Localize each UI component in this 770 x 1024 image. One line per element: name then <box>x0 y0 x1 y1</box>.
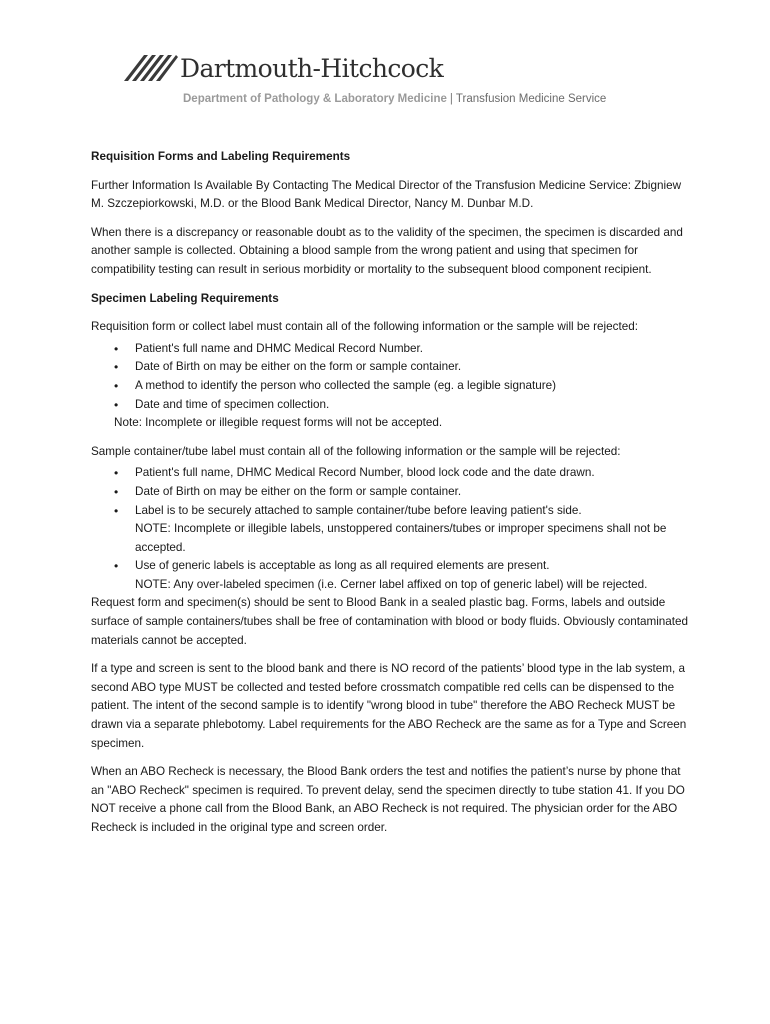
list-item-note: NOTE: Incomplete or illegible labels, unstoppered containers/tubes or improper specimens shall not be accepted. <box>135 522 667 554</box>
separator: | <box>449 93 453 105</box>
list-item: • Date of Birth on may be either on the form or sample container. <box>114 358 691 377</box>
department-line <box>183 93 606 105</box>
page-header <box>0 0 770 120</box>
recheck-paragraph: When an ABO Recheck is necessary, the Blood Bank orders the test and notifies the patient’s nurse by phone that an "ABO Recheck" specimen is required. To prevent delay, send the specimen directly to tube station 41. If you DO NOT receive a phone call from the Blood Bank, an ABO Recheck is not required. The physician order for the ABO Recheck is included in the original type and screen order. <box>91 765 685 834</box>
list-item <box>114 502 691 558</box>
requisition-note: Note: Incomplete or illegible request forms will not be accepted. <box>114 416 443 430</box>
list-item: • Date and time of specimen collection. <box>114 396 691 415</box>
transport-paragraph: Request form and specimen(s) should be sent to Blood Bank in a sealed plastic bag. Forms, labels and outside surface of sample containers/tubes shall be free of contamination with blood or body fluids. Obviously contaminated materials cannot be accepted. <box>91 596 689 647</box>
org-name: Dartmouth-Hitchcock <box>180 54 444 83</box>
list-item-text: Patient's full name, DHMC Medical Record Number, blood lock code and the date drawn. <box>135 466 595 480</box>
service-name: Transfusion Medicine Service <box>455 93 607 105</box>
document-body <box>91 148 691 848</box>
requisition-list <box>91 340 691 414</box>
list-item <box>114 483 691 502</box>
list-item-text: Label is to be securely attached to sample container/tube before leaving patient's side. <box>135 503 582 517</box>
list-item <box>114 464 691 483</box>
diagonal-stripes-logo-icon <box>122 52 178 82</box>
list-item: • Patient's full name and DHMC Medical Record Number. <box>114 340 691 359</box>
list-item-text: Use of generic labels is acceptable as long as all required elements are present. <box>135 559 550 573</box>
requisition-intro: Requisition form or collect label must contain all of the following information or the sample will be rejected: <box>91 320 638 334</box>
discrepancy-paragraph: When there is a discrepancy or reasonable doubt as to the validity of the specimen, the specimen is discarded and another sample is collected. Obtaining a blood sample from the wrong patient and using that specimen for compatibility testing can result in serious morbidity or mortality to the subsequent blood component recipient. <box>91 225 683 276</box>
department-name: Department of Pathology & Laboratory Medicine <box>183 93 447 105</box>
contact-paragraph: Further Information Is Available By Contacting The Medical Director of the Transfusion Medicine Service: Zbigniew M. Szczepiorkowski, M.D. or the Blood Bank Medical Director, Nancy M. Dunbar M.D. <box>91 178 682 211</box>
container-intro: Sample container/tube label must contain all of the following information or the sample will be rejected: <box>91 444 621 458</box>
list-item: • A method to identify the person who collected the sample (eg. a legible signature) <box>114 377 691 396</box>
list-item <box>114 557 691 594</box>
abo-paragraph: If a type and screen is sent to the blood bank and there is NO record of the patients’ blood type in the lab system, a second ABO type MUST be collected and tested before crossmatch compatible red cells can be dispensed to the patient. The intent of the second sample is to identify "wrong blood in tube" therefore the ABO Recheck MUST be drawn via a separate phlebotomy. Label requirements for the ABO Recheck are the same as for a Type and Screen specimen. <box>91 662 687 750</box>
container-list <box>91 464 691 594</box>
specimen-heading: Specimen Labeling Requirements <box>91 291 279 305</box>
list-item-note: NOTE: Any over-labeled specimen (i.e. Cerner label affixed on top of generic label) will be rejected. <box>135 577 648 591</box>
list-item-text: Date of Birth on may be either on the form or sample container. <box>135 484 462 498</box>
page-title: Requisition Forms and Labeling Requirements <box>91 150 351 163</box>
